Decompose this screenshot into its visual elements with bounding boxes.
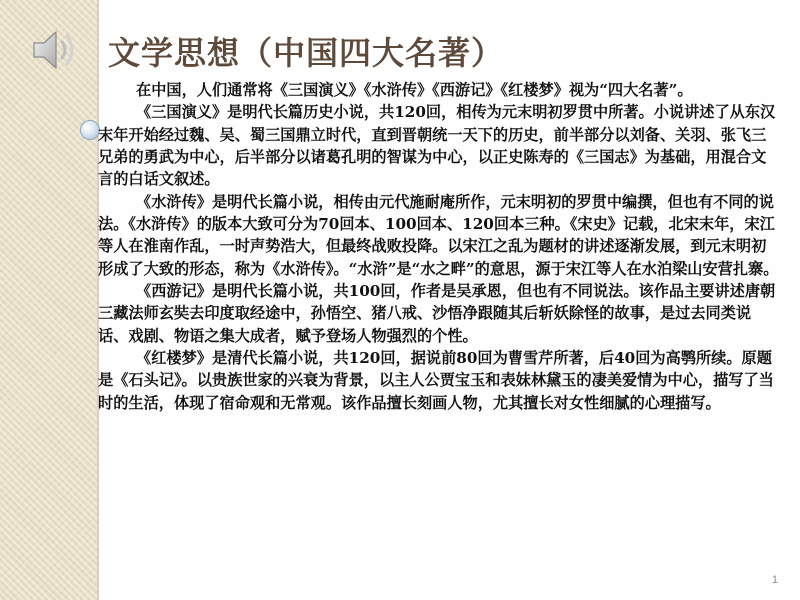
speaker-icon[interactable]	[28, 24, 84, 76]
slide-title: 文学思想（中国四大名著）	[108, 34, 505, 72]
xiyou-paragraph: 《西游记》是明代长篇小说，共100回，作者是吴承恩，但也有不同说法。该作品主要讲述唐朝三藏法师玄奘去印度取经途中，孙悟空、猪八戒、沙悟净跟随其后斩妖除怪的故事，是过去同类说话、戏剧、物语之集大成者，赋予登场人物强烈的个性。	[98, 282, 776, 345]
shuihu-paragraph: 《水浒传》是明代长篇小说，相传由元代施耐庵所作，元末明初的罗贯中编撰，但也有不同的说法。《水浒传》的版本大致可分为70回本、100回本、120回本三种。《宋史》记载，北宋末年，宋江等人在淮南作乱，一时声势浩大，但最终战败投降。以宋江之乱为题材的讲述逐渐发展，到元末明初形成了大致的形态，称为《水浒传》。“水浒”是“水之畔”的意思，源于宋江等人在水泊梁山安营扎寨。	[98, 192, 779, 278]
circle-ornament	[80, 120, 100, 140]
speaker-icon-graphic	[28, 24, 84, 76]
sanguo-paragraph: 《三国演义》是明代长篇历史小说，共120回，相传为元末明初罗贯中所著。小说讲述了从东汉末年开始经过魏、吴、蜀三国鼎立时代，直到晋朝统一天下的历史，前半部分以刘备、关羽、张飞三兄弟的勇武为中心，后半部分以诸葛孔明的智谋为中心，以正史陈寿的《三国志》为基础，用混合文言的白话文叙述。	[98, 103, 776, 189]
decorative-side-band	[0, 0, 97, 600]
honglou-paragraph: 《红楼梦》是清代长篇小说，共120回，据说前80回为曹雪芹所著，后40回为高鹗所续。原题是《石头记》。以贵族世家的兴衰为背景，以主人公贾宝玉和表妹林黛玉的凄美爱情为中心，描写了当时的生活，体现了宿命观和无常观。该作品擅长刻画人物，尤其擅长对女性细腻的心理描写。	[98, 349, 774, 412]
intro-paragraph: 在中国，人们通常将《三国演义》《水浒传》《西游记》《红楼梦》视为“四大名著”。	[136, 81, 693, 99]
slide-body	[98, 79, 780, 414]
page-number: 1	[771, 574, 778, 586]
